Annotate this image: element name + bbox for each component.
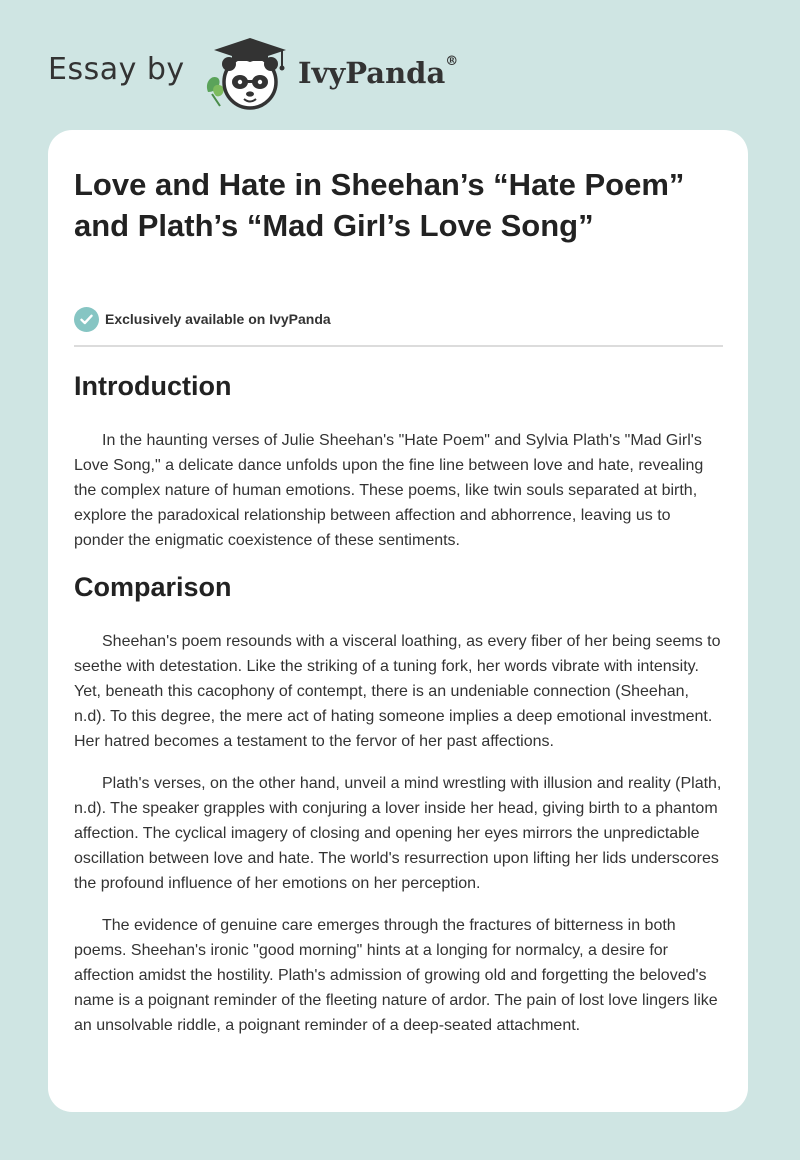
registered-mark: ® (445, 54, 459, 69)
essay-body (74, 366, 724, 1038)
paragraph: Plath's verses, on the other hand, unveil a mind wrestling with illusion and reality (Plath, n.d). The speaker grapples with conjuring a lover inside her head, giving birth to a phantom affection. The cyclical imagery of closing and opening her eyes mirrors the unpredictable oscillation between love and hate. The world's resurrection upon lifting her lids underscores the profound influence of her emotions on her perception. (74, 775, 722, 892)
site-header (48, 34, 548, 114)
section-heading-comparison: Comparison (74, 572, 232, 602)
exclusive-badge (74, 306, 331, 332)
title-divider (74, 345, 723, 347)
brand-text: IvyPanda (298, 56, 446, 90)
badge-label: Exclusively available on IvyPanda (105, 311, 331, 327)
paragraph: In the haunting verses of Julie Sheehan's "Hate Poem" and Sylvia Plath's "Mad Girl's Love Song," a delicate dance unfolds upon the fine line between love and hate, revealing the complex nature of human emotions. These poems, like twin souls separated at birth, explore the paradoxical relationship between affection and abhorrence, leaving us to ponder the enigmatic coexistence of these sentiments. (74, 432, 704, 549)
paragraph: Sheehan's poem resounds with a visceral loathing, as every fiber of her being seems to seethe with detestation. Like the striking of a tuning fork, her words vibrate with intensity. Yet, beneath this cacophony of contempt, there is an undeniable connection (Sheehan, n.d). To this degree, the mere act of hating someone implies a deep emotional investment. Her hatred becomes a testament to the fervor of her past affections. (74, 633, 721, 750)
essay-card (48, 130, 748, 1112)
brand-name[interactable] (298, 56, 458, 90)
paragraph: The evidence of genuine care emerges through the fractures of bitterness in both poems. Sheehan's ironic "good morning" hints at a longing for normalcy, a desire for affection amidst the hostility. Plath's admission of growing old and forgetting the beloved's name is a poignant reminder of the fleeting nature of ardor. The pain of lost love lingers like an unsolvable riddle, a poignant reminder of a deep-seated attachment. (74, 917, 718, 1034)
check-circle-icon (74, 307, 99, 332)
section-heading-introduction: Introduction (74, 371, 232, 401)
panda-graduate-icon[interactable] (202, 34, 292, 114)
essay-by-label: Essay by (48, 52, 185, 87)
essay-title: Love and Hate in Sheehan’s “Hate Poem” and Plath’s “Mad Girl’s Love Song” (74, 167, 685, 243)
